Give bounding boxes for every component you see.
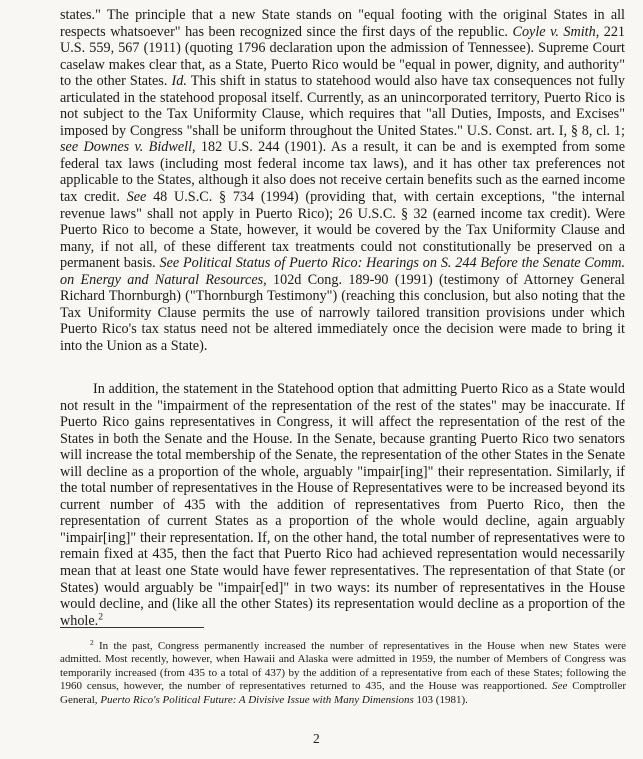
case-citation: see Downes v. Bidwell xyxy=(60,139,193,156)
text-run: In the past, Congress permanently increased the number of representatives in the House when new States were admitted. Most recently, however, when Hawaii and Alaska were admitted in 1959, the number of Members of Congress was temporarily increased (from 435 to a total of 437) by the addition of a representative from each of these States; following the 1960 census, however, the number of representatives returned to 435, and the House was reapportioned. xyxy=(60,640,626,693)
footnote-reference: 2 xyxy=(98,611,104,623)
text-run: , 182 U.S. 244 (1901). As a result, it can be and is exempted from some federal tax laws (including most federal income tax laws), and it has other tax preferences not applicable to the States, although it also does not receive certain benefits such as the earned income tax credit. xyxy=(60,139,625,206)
footnote-marker: 2 xyxy=(90,637,94,647)
text-run: states." The principle that a new State stands on "equal footing with the original States in all respects whatsoever" has been recognized since the first days of the republic. xyxy=(60,7,625,40)
paragraph-2 xyxy=(60,381,625,629)
paragraph-1 xyxy=(60,7,625,354)
text-run: , 221 U.S. 559, 567 (1911) (quoting 1796 declaration upon the admission of Tennessee). Supreme Court caselaw makes clear that, as a State, Puerto Rico would be "equal in power, dignity, and authority" to the other States. xyxy=(60,23,626,90)
footnote-2 xyxy=(60,637,626,707)
report-title: Puerto Rico's Political Future: A Divisive Issue with Many Dimensions xyxy=(100,693,414,706)
text-run: In addition, the statement in the Statehood option that admitting Puerto Rico as a State would not result in the "impairment of the representation of the rest of the states" may be inaccurate. If Puerto Rico gains representatives in Congress, it will affect the representation of the rest of the States in both the Senate and the House. In the Senate, because granting Puerto Rico two senators will increase the total membership of the Senate, the representation of the other States in the Senate will decline as a proportion of the whole, arguably "impair[ing]" their representation. Similarly, if the total number of representatives in the House of Representatives were to be increased beyond its current number of 435 with the addition of representatives from Puerto Rico, then the representation of current States as a proportion of the whole would decline, again arguably "impair[ing]" their representation. If, on the other hand, the total number of representatives were to remain fixed at 435, then the fact that Puerto Rico had achieved representation would necessarily mean that at least one State would have fewer representatives. The representation of that State (or States) would arguably be "impair[ed]" in two ways: its number of representatives in the House would decline, and (like all the other States) its representation would decline as a proportion of the whole. xyxy=(60,381,625,629)
signal-see: See xyxy=(126,189,147,206)
case-citation: Id. xyxy=(171,73,187,90)
text-run: 103 (1981). xyxy=(413,693,468,706)
signal-see: See xyxy=(552,680,568,693)
text-run: , 102d Cong. 189-90 (1991) (testimony of Attorney General Richard Thornburgh) ("Thornburgh Testimony") (reaching this conclusion, but also noting that the Tax Uniformity Clause permits the use of narrowly tailored transition provisions under which Puerto Rico's tax status need not be altered immediately once the decision were made to bring it into the Union as a State). xyxy=(60,271,626,354)
page-number: 2 xyxy=(313,731,320,746)
case-citation: Coyle v. Smith xyxy=(512,23,596,40)
footnote-divider xyxy=(60,627,204,628)
text-run: This shift in status to statehood would also have tax consequences not fully articulated in the statehood proposal itself. Currently, as an unincorporated territory, Puerto Rico is not subject to the Tax Uniformity Clause, which requires that "all Duties, Imposts, and Excises" imposed by Congress "shall be uniform throughout the United States." U.S. Const. art. I, § 8, cl. 1; xyxy=(60,73,625,139)
text-run: Comptroller General, xyxy=(60,680,626,706)
text-run: 48 U.S.C. § 734 (1994) (providing that, with certain exceptions, "the internal revenue laws" shall not apply in Puerto Rico); 26 U.S.C. § 32 (earned income tax credit). Were Puerto Rico to become a State, however, it would be covered by the Tax Uniformity Clause and many, if not all, of these different tax treatments could not constitutionally be preserved on a permanent basis. xyxy=(60,189,625,272)
hearing-citation: See Political Status of Puerto Rico: Hearings on S. 244 Before the Senate Comm. on Energy and Natural Resources xyxy=(60,255,625,288)
